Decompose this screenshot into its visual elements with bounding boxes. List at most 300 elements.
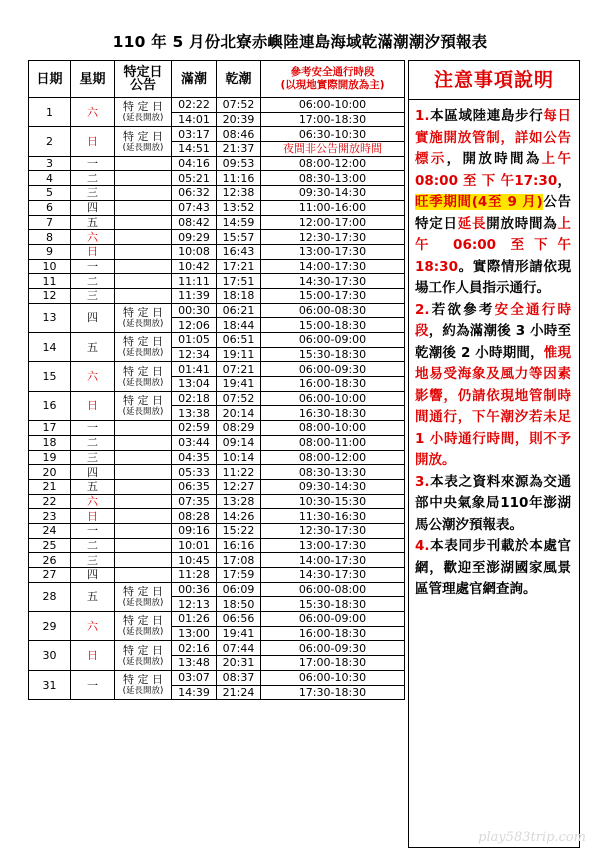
weekday-cell: 六 — [71, 494, 115, 509]
safe-passage-cell: 夜間非公告開放時間 — [261, 142, 405, 157]
safe-passage-cell: 15:00-18:30 — [261, 318, 405, 333]
high-tide-cell: 02:18 — [172, 391, 217, 406]
special-day-cell — [115, 421, 172, 436]
note-item — [415, 536, 571, 601]
table-row — [29, 333, 405, 348]
date-cell: 6 — [29, 200, 71, 215]
low-tide-cell: 08:37 — [217, 670, 261, 685]
date-cell: 5 — [29, 186, 71, 201]
special-day-cell — [115, 435, 172, 450]
low-tide-cell: 17:21 — [217, 259, 261, 274]
date-cell: 18 — [29, 435, 71, 450]
weekday-cell: 四 — [71, 200, 115, 215]
note-item — [415, 472, 571, 537]
note-text-segment: 本表同步刊載於本處官網，歡迎至澎湖國家風景區管理處官網查詢。 — [415, 538, 571, 597]
date-cell: 20 — [29, 465, 71, 480]
high-tide-cell: 00:30 — [172, 303, 217, 318]
weekday-cell: 日 — [71, 641, 115, 670]
table-row — [29, 288, 405, 303]
high-tide-cell: 10:45 — [172, 553, 217, 568]
table-row — [29, 362, 405, 377]
special-day-sublabel: (延長開放) — [122, 597, 164, 608]
safe-passage-cell: 06:00-09:00 — [261, 612, 405, 627]
date-cell: 8 — [29, 230, 71, 245]
special-day-cell — [115, 641, 172, 670]
table-row — [29, 230, 405, 245]
date-cell: 3 — [29, 156, 71, 171]
special-day-label: 特 定 日 — [123, 584, 163, 598]
safe-passage-cell: 15:00-17:30 — [261, 288, 405, 303]
special-day-label: 特 定 日 — [123, 673, 163, 686]
note-text-segment: ，約為滿潮後 3 小時至乾潮後 2 小時期間， — [415, 323, 571, 361]
date-cell: 12 — [29, 288, 71, 303]
safe-passage-cell: 13:00-17:30 — [261, 538, 405, 553]
special-day-label: 特 定 日 — [123, 335, 163, 349]
note-number: 3. — [415, 473, 430, 490]
safe-passage-cell: 06:00-10:00 — [261, 98, 405, 113]
high-tide-cell: 13:00 — [172, 626, 217, 641]
safe-passage-cell: 06:00-08:30 — [261, 303, 405, 318]
high-tide-cell: 07:43 — [172, 200, 217, 215]
safe-passage-cell: 10:30-15:30 — [261, 494, 405, 509]
tide-table-body — [29, 98, 405, 700]
special-day-sublabel: (延長開放) — [122, 348, 164, 359]
table-row — [29, 98, 405, 113]
weekday-cell: 三 — [71, 288, 115, 303]
low-tide-cell: 15:22 — [217, 523, 261, 538]
special-day-cell — [115, 303, 172, 332]
date-cell: 7 — [29, 215, 71, 230]
special-day-label: 特 定 日 — [123, 305, 163, 319]
low-tide-cell: 19:41 — [217, 626, 261, 641]
high-tide-cell: 07:35 — [172, 494, 217, 509]
weekday-cell: 一 — [71, 259, 115, 274]
safe-passage-cell: 14:00-17:30 — [261, 259, 405, 274]
special-day-cell — [115, 362, 172, 391]
date-cell: 14 — [29, 333, 71, 362]
special-day-sublabel: (延長開放) — [122, 142, 164, 153]
low-tide-cell: 15:57 — [217, 230, 261, 245]
low-tide-cell: 18:18 — [217, 288, 261, 303]
high-tide-cell: 02:16 — [172, 641, 217, 656]
weekday-cell: 一 — [71, 523, 115, 538]
note-text-segment: 若欲參考 — [429, 301, 495, 318]
safe-passage-cell: 13:00-17:30 — [261, 244, 405, 259]
tide-table — [28, 60, 405, 700]
weekday-cell: 五 — [71, 333, 115, 362]
header-safe-passage — [261, 61, 405, 98]
special-day-label: 特 定 日 — [123, 643, 163, 657]
low-tide-cell: 14:26 — [217, 509, 261, 524]
special-day-cell — [115, 127, 172, 156]
date-cell: 23 — [29, 509, 71, 524]
high-tide-cell: 14:51 — [172, 142, 217, 157]
note-text-segment: ，開放時間為 — [446, 151, 542, 167]
safe-passage-cell: 06:00-10:30 — [261, 670, 405, 685]
notes-heading: 注意事項說明 — [409, 61, 579, 100]
high-tide-cell: 12:13 — [172, 597, 217, 612]
date-cell: 2 — [29, 127, 71, 156]
safe-passage-cell: 08:30-13:00 — [261, 171, 405, 186]
weekday-cell: 日 — [71, 391, 115, 420]
table-row — [29, 582, 405, 597]
special-day-cell — [115, 494, 172, 509]
safe-passage-cell: 06:00-09:00 — [261, 333, 405, 348]
note-text-segment: 本區域陸連島步行 — [429, 108, 544, 124]
weekday-cell: 五 — [71, 479, 115, 494]
table-row — [29, 171, 405, 186]
safe-passage-cell: 06:30-10:30 — [261, 127, 405, 142]
high-tide-cell: 12:34 — [172, 347, 217, 362]
special-day-cell — [115, 333, 172, 362]
date-cell: 16 — [29, 391, 71, 420]
header-high-tide: 滿潮 — [172, 61, 217, 98]
high-tide-cell: 08:42 — [172, 215, 217, 230]
table-row — [29, 523, 405, 538]
special-day-cell — [115, 244, 172, 259]
header-special-line1: 特定日 — [123, 65, 163, 80]
special-day-cell — [115, 450, 172, 465]
weekday-cell: 四 — [71, 568, 115, 583]
high-tide-cell: 04:16 — [172, 156, 217, 171]
special-day-cell — [115, 156, 172, 171]
low-tide-cell: 12:27 — [217, 479, 261, 494]
date-cell: 17 — [29, 421, 71, 436]
note-text-segment: 公告特定日 — [415, 194, 571, 232]
low-tide-cell: 12:38 — [217, 186, 261, 201]
date-cell: 22 — [29, 494, 71, 509]
low-tide-cell: 07:52 — [217, 391, 261, 406]
weekday-cell: 四 — [71, 465, 115, 480]
table-row — [29, 538, 405, 553]
weekday-cell: 一 — [71, 421, 115, 436]
low-tide-cell: 06:21 — [217, 303, 261, 318]
date-cell: 29 — [29, 612, 71, 641]
table-row — [29, 612, 405, 627]
special-day-cell — [115, 215, 172, 230]
high-tide-cell: 13:04 — [172, 377, 217, 392]
high-tide-cell: 04:35 — [172, 450, 217, 465]
weekday-cell: 日 — [71, 244, 115, 259]
safe-passage-cell: 06:00-10:00 — [261, 391, 405, 406]
low-tide-cell: 07:21 — [217, 362, 261, 377]
safe-passage-cell: 12:30-17:30 — [261, 230, 405, 245]
safe-passage-cell: 16:00-18:30 — [261, 377, 405, 392]
safe-passage-cell: 14:30-17:30 — [261, 568, 405, 583]
safe-passage-cell: 15:30-18:30 — [261, 347, 405, 362]
header-safe-passage-line1: 參考安全通行時段 — [290, 66, 375, 78]
safe-passage-cell: 09:30-14:30 — [261, 186, 405, 201]
safe-passage-cell: 17:00-18:30 — [261, 112, 405, 127]
date-cell: 1 — [29, 98, 71, 127]
header-low-tide: 乾潮 — [217, 61, 261, 98]
date-cell: 19 — [29, 450, 71, 465]
table-row — [29, 421, 405, 436]
date-cell: 15 — [29, 362, 71, 391]
low-tide-cell: 09:14 — [217, 435, 261, 450]
special-day-sublabel: (延長開放) — [122, 377, 164, 388]
date-cell: 27 — [29, 568, 71, 583]
weekday-cell: 六 — [71, 362, 115, 391]
special-day-label: 特 定 日 — [123, 614, 163, 628]
date-cell: 30 — [29, 641, 71, 670]
note-number: 2. — [415, 301, 430, 318]
special-day-label: 特 定 日 — [123, 364, 163, 378]
special-day-label: 特 定 日 — [123, 393, 163, 407]
special-day-label: 特 定 日 — [123, 129, 163, 143]
low-tide-cell: 09:53 — [217, 156, 261, 171]
safe-passage-cell: 08:30-13:30 — [261, 465, 405, 480]
low-tide-cell: 18:44 — [217, 318, 261, 333]
date-cell: 9 — [29, 244, 71, 259]
note-text-segment: 。實際情形請依現場工作人員指示通行。 — [415, 258, 571, 296]
safe-passage-cell: 14:30-17:30 — [261, 274, 405, 289]
special-day-cell — [115, 274, 172, 289]
weekday-cell: 五 — [71, 215, 115, 230]
note-text-segment: ， — [557, 172, 571, 189]
table-row — [29, 259, 405, 274]
safe-passage-cell: 12:30-17:30 — [261, 523, 405, 538]
weekday-cell: 一 — [71, 156, 115, 171]
safe-passage-cell: 17:30-18:30 — [261, 685, 405, 700]
date-cell: 25 — [29, 538, 71, 553]
safe-passage-cell: 06:00-08:00 — [261, 582, 405, 597]
safe-passage-cell: 08:00-12:00 — [261, 450, 405, 465]
low-tide-cell: 21:24 — [217, 685, 261, 700]
special-day-cell — [115, 465, 172, 480]
special-day-sublabel: (延長開放) — [122, 113, 164, 124]
low-tide-cell: 17:08 — [217, 553, 261, 568]
table-row — [29, 670, 405, 685]
note-text-segment: 開放時間為 — [486, 215, 558, 232]
weekday-cell: 二 — [71, 171, 115, 186]
safe-passage-cell: 09:30-14:30 — [261, 479, 405, 494]
low-tide-cell: 16:43 — [217, 244, 261, 259]
safe-passage-cell: 08:00-11:00 — [261, 435, 405, 450]
note-text-segment: 惟現地易受海象及風力等因素影響，仍請依現地管制時間通行，下午潮汐若未足 1 小時通行時間，則不予開放。 — [415, 344, 571, 468]
low-tide-cell: 13:52 — [217, 200, 261, 215]
low-tide-cell: 17:51 — [217, 274, 261, 289]
low-tide-cell: 14:59 — [217, 215, 261, 230]
date-cell: 28 — [29, 582, 71, 611]
high-tide-cell: 05:21 — [172, 171, 217, 186]
weekday-cell: 二 — [71, 538, 115, 553]
weekday-cell: 日 — [71, 127, 115, 156]
low-tide-cell: 11:16 — [217, 171, 261, 186]
page-title: 110 年 5 月份北寮赤嶼陸連島海域乾滿潮潮汐預報表 — [112, 33, 488, 51]
note-item — [415, 300, 571, 472]
date-cell: 10 — [29, 259, 71, 274]
safe-passage-cell: 16:00-18:30 — [261, 626, 405, 641]
high-tide-cell: 06:35 — [172, 479, 217, 494]
weekday-cell: 日 — [71, 509, 115, 524]
note-number: 1. — [415, 108, 430, 124]
high-tide-cell: 03:07 — [172, 670, 217, 685]
safe-passage-cell: 11:00-16:00 — [261, 200, 405, 215]
note-text-segment: 延長 — [457, 215, 487, 232]
header-weekday: 星期 — [71, 61, 115, 98]
special-day-cell — [115, 523, 172, 538]
table-row — [29, 494, 405, 509]
low-tide-cell: 16:16 — [217, 538, 261, 553]
high-tide-cell: 05:33 — [172, 465, 217, 480]
low-tide-cell: 11:22 — [217, 465, 261, 480]
table-row — [29, 156, 405, 171]
table-row — [29, 568, 405, 583]
safe-passage-cell: 15:30-18:30 — [261, 597, 405, 612]
weekday-cell: 六 — [71, 612, 115, 641]
high-tide-cell: 09:16 — [172, 523, 217, 538]
special-day-sublabel: (延長開放) — [122, 686, 164, 696]
low-tide-cell: 08:46 — [217, 127, 261, 142]
safe-passage-cell: 08:00-12:00 — [261, 156, 405, 171]
high-tide-cell: 10:01 — [172, 538, 217, 553]
table-row — [29, 186, 405, 201]
low-tide-cell: 19:41 — [217, 377, 261, 392]
high-tide-cell: 03:44 — [172, 435, 217, 450]
special-day-cell — [115, 553, 172, 568]
special-day-cell — [115, 98, 172, 127]
note-item — [415, 106, 571, 300]
table-row — [29, 391, 405, 406]
notes-body — [409, 100, 579, 601]
watermark: play583trip.com — [478, 830, 586, 845]
table-row — [29, 641, 405, 656]
safe-passage-cell: 16:30-18:30 — [261, 406, 405, 421]
table-row — [29, 303, 405, 318]
note-text-segment: 本表之資料來源為交通部中央氣象局110年澎湖馬公潮汐預報表。 — [415, 473, 571, 533]
low-tide-cell: 06:56 — [217, 612, 261, 627]
low-tide-cell: 06:51 — [217, 333, 261, 348]
date-cell: 24 — [29, 523, 71, 538]
high-tide-cell: 11:28 — [172, 568, 217, 583]
special-day-cell — [115, 479, 172, 494]
weekday-cell: 六 — [71, 230, 115, 245]
note-text-segment: 安全通行時段 — [415, 301, 571, 339]
high-tide-cell: 01:26 — [172, 612, 217, 627]
table-row — [29, 509, 405, 524]
high-tide-cell: 10:08 — [172, 244, 217, 259]
low-tide-cell: 20:39 — [217, 112, 261, 127]
high-tide-cell: 02:59 — [172, 421, 217, 436]
low-tide-cell: 20:14 — [217, 406, 261, 421]
date-cell: 26 — [29, 553, 71, 568]
table-row — [29, 200, 405, 215]
low-tide-cell: 20:31 — [217, 656, 261, 671]
date-cell: 4 — [29, 171, 71, 186]
header-safe-passage-line2: (以現地實際開放為主) — [280, 79, 385, 91]
safe-passage-cell: 11:30-16:30 — [261, 509, 405, 524]
header-special — [115, 61, 172, 98]
high-tide-cell: 09:29 — [172, 230, 217, 245]
note-number: 4. — [415, 538, 430, 554]
high-tide-cell: 14:39 — [172, 685, 217, 700]
low-tide-cell: 21:37 — [217, 142, 261, 157]
low-tide-cell: 07:44 — [217, 641, 261, 656]
special-day-cell — [115, 670, 172, 699]
low-tide-cell: 18:50 — [217, 597, 261, 612]
low-tide-cell: 17:59 — [217, 568, 261, 583]
note-text-segment: 上午 06:00 至下午18:30 — [415, 215, 571, 275]
high-tide-cell: 01:05 — [172, 333, 217, 348]
special-day-cell — [115, 509, 172, 524]
weekday-cell: 五 — [71, 582, 115, 611]
weekday-cell: 六 — [71, 98, 115, 127]
special-day-sublabel: (延長開放) — [122, 656, 164, 667]
low-tide-cell: 07:52 — [217, 98, 261, 113]
safe-passage-cell: 12:00-17:00 — [261, 215, 405, 230]
weekday-cell: 三 — [71, 553, 115, 568]
table-row — [29, 450, 405, 465]
weekday-cell: 一 — [71, 670, 115, 699]
note-text-segment: 旺季期間(4至 9 月) — [415, 194, 543, 210]
low-tide-cell: 19:11 — [217, 347, 261, 362]
special-day-cell — [115, 582, 172, 611]
table-row — [29, 465, 405, 480]
safe-passage-cell: 17:00-18:30 — [261, 656, 405, 671]
date-cell: 13 — [29, 303, 71, 332]
note-text-segment: 每日實施開放管制，詳如公告標示 — [415, 108, 572, 167]
high-tide-cell: 03:17 — [172, 127, 217, 142]
special-day-cell — [115, 171, 172, 186]
high-tide-cell: 01:41 — [172, 362, 217, 377]
special-day-cell — [115, 391, 172, 420]
table-row — [29, 479, 405, 494]
table-header-row — [29, 61, 405, 98]
safe-passage-cell: 14:00-17:30 — [261, 553, 405, 568]
high-tide-cell: 02:22 — [172, 98, 217, 113]
weekday-cell: 二 — [71, 435, 115, 450]
weekday-cell: 二 — [71, 274, 115, 289]
weekday-cell: 三 — [71, 450, 115, 465]
table-row — [29, 215, 405, 230]
special-day-sublabel: (延長開放) — [122, 318, 164, 329]
table-row — [29, 435, 405, 450]
table-row — [29, 127, 405, 142]
low-tide-cell: 06:09 — [217, 582, 261, 597]
table-row — [29, 274, 405, 289]
high-tide-cell: 00:36 — [172, 582, 217, 597]
special-day-cell — [115, 288, 172, 303]
date-cell: 21 — [29, 479, 71, 494]
low-tide-cell: 08:29 — [217, 421, 261, 436]
special-day-cell — [115, 568, 172, 583]
safe-passage-cell: 08:00-10:00 — [261, 421, 405, 436]
special-day-cell — [115, 230, 172, 245]
special-day-cell — [115, 200, 172, 215]
special-day-label: 特 定 日 — [123, 100, 163, 114]
high-tide-cell: 10:42 — [172, 259, 217, 274]
header-special-line2: 公告 — [129, 78, 156, 93]
header-date: 日期 — [29, 61, 71, 98]
notes-panel — [408, 60, 580, 848]
safe-passage-cell: 06:00-09:30 — [261, 362, 405, 377]
special-day-cell — [115, 186, 172, 201]
low-tide-cell: 10:14 — [217, 450, 261, 465]
safe-passage-cell: 06:00-09:30 — [261, 641, 405, 656]
low-tide-cell: 13:28 — [217, 494, 261, 509]
special-day-sublabel: (延長開放) — [122, 406, 164, 417]
table-row — [29, 244, 405, 259]
table-row — [29, 553, 405, 568]
date-cell: 11 — [29, 274, 71, 289]
special-day-cell — [115, 538, 172, 553]
high-tide-cell: 12:06 — [172, 318, 217, 333]
weekday-cell: 四 — [71, 303, 115, 332]
weekday-cell: 三 — [71, 186, 115, 201]
high-tide-cell: 13:48 — [172, 656, 217, 671]
high-tide-cell: 06:32 — [172, 186, 217, 201]
